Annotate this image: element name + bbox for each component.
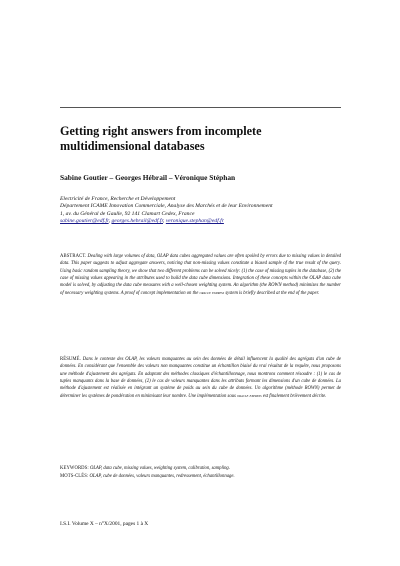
- affiliation-address: 1, av. du Général de Gaulle, 92 141 Clamart Cedex, France: [60, 210, 195, 217]
- abstract-paragraph: [60, 253, 341, 297]
- affiliation-department: Département ICAME Innovation Commerciale, Analyse des Marchés et de leur Environnement: [60, 203, 273, 210]
- abstract-text: Dealing with large volumes of data, OLAP data cubes aggregated values are often spoiled by errors due to missing values in detailed data. This paper suggests to adjust aggregate answers, noticing that non-missing values constitute a biased sample of the true result of the query. Using basic random sampling theory, we show that two different problems can be solved nicely: (1) the case of missing tuples in the database, (2) the case of missing values appearing in the attributes used to build the data cube dimensions. Integration of these concepts within the OLAP data cube model is solved, by adjusting the data cube measures with a well-chosen weighting system. An algorithm (the ROWN method) minimizes the number of necessary weighting systems. A proof of concept implementation on the: [60, 254, 341, 296]
- keywords-text: OLAP, data cube, missing values, weighting system, calibration, sampling.: [89, 466, 230, 471]
- keywords-line: [60, 465, 341, 472]
- motscles-label: MOTS-CLÉS:: [60, 474, 89, 479]
- email-link-hebrail[interactable]: georges.hebrail@edf.fr: [111, 218, 164, 225]
- abstract-label: ABSTRACT.: [60, 254, 87, 259]
- motscles-text: OLAP, cube de données, valeurs manquantes, redressement, échantillonnage.: [89, 474, 235, 479]
- paper-title: Getting right answers from incomplete multidimensional databases: [60, 124, 262, 153]
- keywords-label: KEYWORDS:: [60, 466, 89, 471]
- affiliation-block: [60, 196, 341, 226]
- affiliation-emails: sabine.goutier@edf.fr, georges.hebrail@edf.fr, veronique.stephan@edf.fr: [60, 218, 224, 225]
- resume-text: Dans le contexte des OLAP, les valeurs manquantes au sein des données de détail influencent la qualité des agrégats d'un cube de données. En considérant que l'ensemble des valeurs non manquantes constitue un échantillon biaisé du vrai résultat de la requête, nous proposons une méthode d'ajustement des agrégats. En adaptant des méthodes classiques d'échantillonnage, nous montrons comment résoudre : (1) le cas de tuples manquants dans la base de données, (2) le cas de valeurs manquantes dans les attributs formant les dimensions d'un cube de données. La méthode d'ajustement est réalisée en intégrant un système de poids au sein du cube de données. Un algorithme (méthode ROWN) permet de déterminer les systèmes de pondération en minimisant leur nombre. Une implémentation sous: [60, 357, 342, 399]
- resume-text-end: est finalement brièvement décrite.: [262, 393, 327, 399]
- abstract-product-name: oracle express: [199, 290, 225, 296]
- abstract-text-end: system is briefly described at the end of the paper.: [225, 290, 320, 296]
- resume-product-name: oracle express: [237, 393, 262, 399]
- affiliation-organization: Electricité de France, Recherche et Développement: [60, 196, 176, 202]
- page-footer: I.S.I. Volume X – n°X/2001, pages 1 à X: [60, 521, 149, 527]
- resume-label: RÉSUMÉ.: [60, 357, 81, 362]
- email-link-goutier[interactable]: sabine.goutier@edf.fr: [60, 218, 109, 225]
- author-list: Sabine Goutier – Georges Hébrail – Véronique Stéphan: [60, 173, 236, 182]
- header-rule: [60, 107, 341, 108]
- email-link-stephan[interactable]: veronique.stephan@edf.fr: [165, 218, 224, 225]
- motscles-line: [60, 473, 341, 480]
- resume-paragraph: [60, 356, 341, 400]
